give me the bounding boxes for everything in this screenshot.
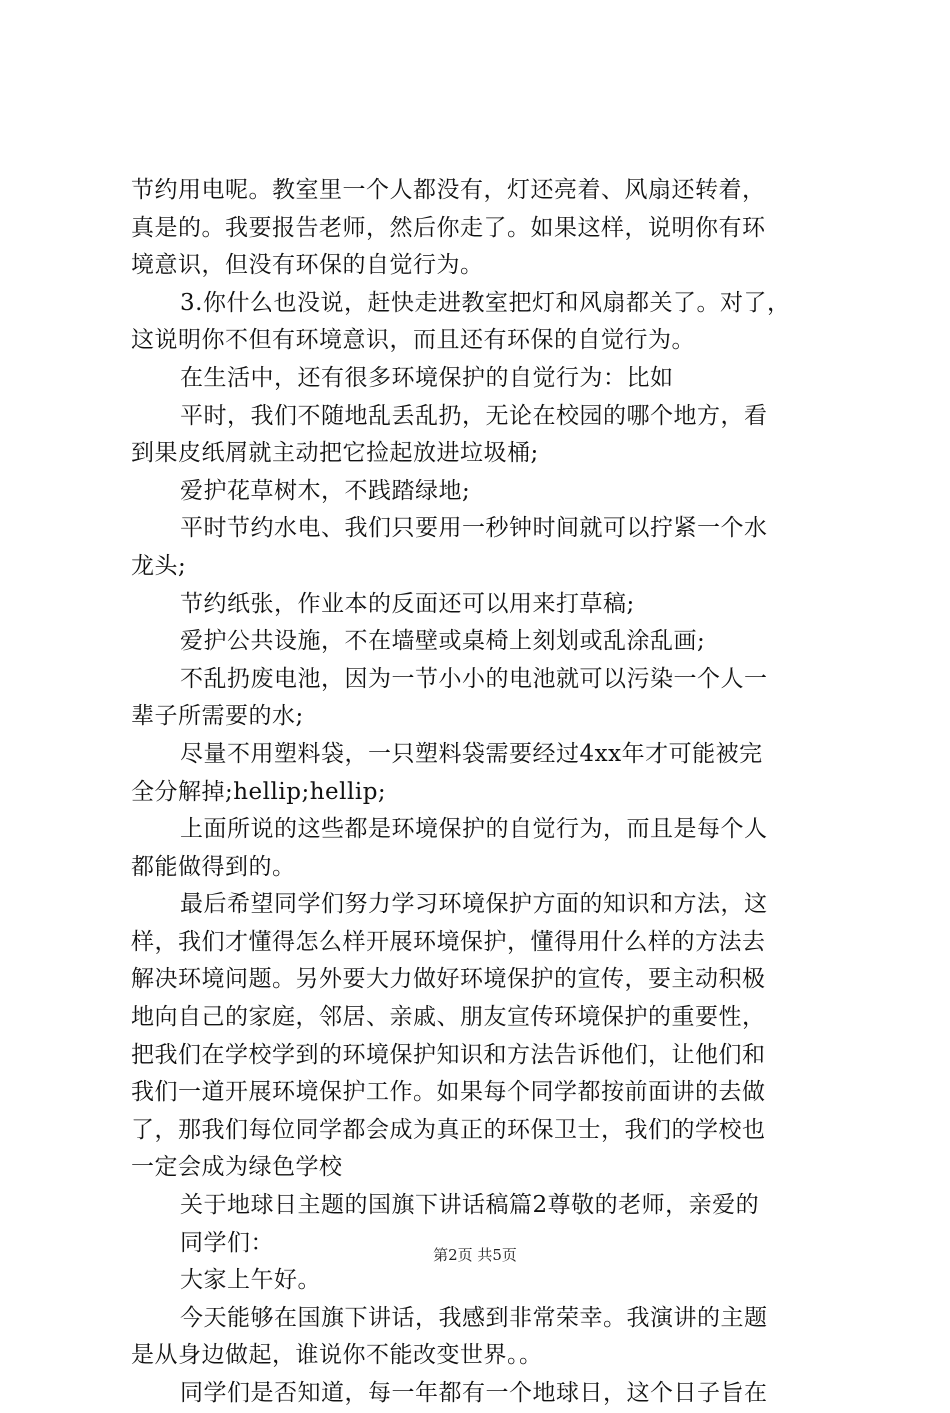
- text-line: 节约纸张，作业本的反面还可以用来打草稿;: [180, 590, 635, 617]
- text-line: 同学们：: [180, 1229, 274, 1256]
- text-line: 地向自己的家庭，邻居、亲戚、朋友宣传环境保护的重要性，: [131, 1004, 766, 1031]
- text-line: 一定会成为绿色学校: [131, 1154, 343, 1181]
- text-line: 爱护花草树木，不践踏绿地;: [180, 477, 471, 504]
- text-line: 这说明你不但有环境意识，而且还有环保的自觉行为。: [131, 327, 695, 354]
- text-line: 龙头;: [131, 552, 187, 579]
- document-body: [131, 172, 831, 1413]
- text-line: 尽量不用塑料袋，一只塑料袋需要经过4xx年才可能被完: [180, 740, 763, 767]
- text-line: 不乱扔废电池，因为一节小小的电池就可以污染一个人一: [180, 665, 768, 692]
- text-line: 3.你什么也没说，赶快走进教室把灯和风扇都关了。对了，: [180, 289, 791, 316]
- text-line: 关于地球日主题的国旗下讲话稿篇2尊敬的老师，亲爱的: [180, 1192, 760, 1219]
- text-line: 是从身边做起，谁说你不能改变世界。。: [131, 1342, 543, 1369]
- text-line: 平时节约水电、我们只要用一秒钟时间就可以拧紧一个水: [180, 515, 768, 542]
- text-line: 全分解掉;hellip;hellip;: [131, 778, 387, 805]
- text-line: 同学们是否知道，每一年都有一个地球日，这个日子旨在: [180, 1380, 768, 1406]
- text-line: 平时，我们不随地乱丢乱扔，无论在校园的哪个地方，看: [180, 402, 768, 429]
- text-line: 了，那我们每位同学都会成为真正的环保卫士，我们的学校也: [131, 1116, 766, 1143]
- text-line: 境意识，但没有环保的自觉行为。: [131, 252, 484, 279]
- text-line: 真是的。我要报告老师，然后你走了。如果这样，说明你有环: [131, 214, 766, 241]
- text-line: 解决环境问题。另外要大力做好环境保护的宣传，要主动积极: [131, 966, 766, 993]
- text-line: 都能做得到的。: [131, 853, 296, 880]
- text-line: 样，我们才懂得怎么样开展环境保护，懂得用什么样的方法去: [131, 928, 766, 955]
- text-line: 在生活中，还有很多环境保护的自觉行为：比如: [180, 364, 674, 391]
- text-line: 上面所说的这些都是环境保护的自觉行为，而且是每个人: [180, 816, 768, 843]
- text-line: 最后希望同学们努力学习环境保护方面的知识和方法，这: [180, 891, 768, 918]
- page-footer: 第2页 共5页: [433, 1246, 517, 1264]
- text-line: 爱护公共设施，不在墙壁或桌椅上刻划或乱涂乱画;: [180, 628, 706, 655]
- text-line: 到果皮纸屑就主动把它捡起放进垃圾桶;: [131, 440, 539, 467]
- text-line: 节约用电呢。教室里一个人都没有，灯还亮着、风扇还转着，: [131, 177, 766, 203]
- text-line: 把我们在学校学到的环境保护知识和方法告诉他们，让他们和: [131, 1041, 766, 1068]
- text-line: 我们一道开展环境保护工作。如果每个同学都按前面讲的去做: [131, 1079, 766, 1106]
- text-line: 今天能够在国旗下讲话，我感到非常荣幸。我演讲的主题: [180, 1304, 768, 1331]
- text-line: 大家上午好。: [180, 1267, 321, 1294]
- text-line: 辈子所需要的水;: [131, 703, 304, 730]
